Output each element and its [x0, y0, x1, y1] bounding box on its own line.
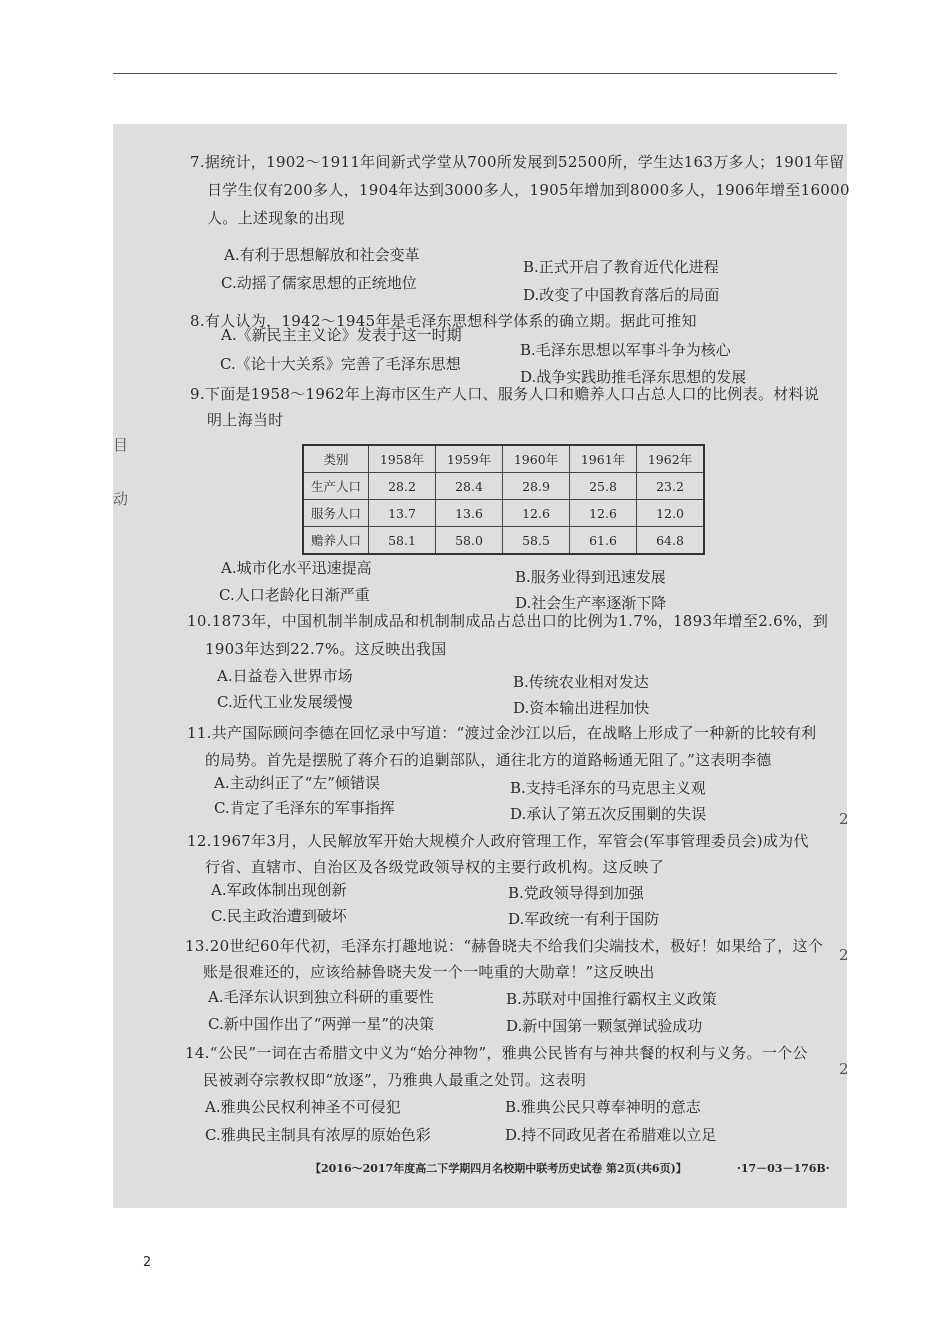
table-header-cell: 1960年	[503, 445, 570, 473]
q8-option-a: A.《新民主主义论》发表于这一时期	[221, 326, 462, 344]
scanned-exam-page	[113, 124, 850, 1208]
q7-stem-line1: 7.据统计，1902～1911年间新式学堂从700所发展到52500所，学生达163万多人；1901年留	[190, 153, 845, 171]
q11-option-d: D.承认了第五次反围剿的失误	[510, 805, 707, 823]
q13-stem-line2: 账是很难还的，应该给赫鲁晓夫发一个一吨重的大勋章！”这反映出	[203, 963, 655, 981]
q12-option-a: A.军政体制出现创新	[211, 881, 347, 899]
q13-option-b: B.苏联对中国推行霸权主义政策	[506, 990, 717, 1008]
q7-option-b: B.正式开启了教育近代化进程	[523, 258, 719, 276]
q10-stem-line2: 1903年达到22.7%。这反映出我国	[205, 640, 447, 658]
q8-option-d: D.战争实践助推毛泽东思想的发展	[520, 368, 747, 386]
table-cell: 23.2	[637, 473, 705, 500]
q12-option-b: B.党政领导得到加强	[508, 884, 644, 902]
table-cell: 58.5	[503, 527, 570, 555]
edge-mark-left: 目	[113, 436, 129, 454]
q11-stem-line1: 11.共产国际顾问李德在回忆录中写道：“渡过金沙江以后，在战略上形成了一种新的比较有利	[187, 724, 817, 742]
edge-mark-right: 2	[839, 1060, 849, 1078]
q10-option-c: C.近代工业发展缓慢	[217, 693, 353, 711]
q12-option-c: C.民主政治遭到破坏	[211, 907, 347, 925]
top-rule	[113, 73, 837, 74]
table-header-cell: 类别	[303, 445, 369, 473]
q8-option-b: B.毛泽东思想以军事斗争为核心	[520, 341, 731, 359]
table-row	[303, 500, 704, 527]
q9-option-d: D.社会生产率逐渐下降	[515, 594, 667, 612]
q10-option-b: B.传统农业相对发达	[513, 673, 649, 691]
q12-option-d: D.军政统一有利于国防	[508, 910, 660, 928]
q9-stem-line2: 明上海当时	[207, 411, 284, 429]
q14-stem-line1: 14.“公民”一词在古希腊文中义为“始分神物”，雅典公民皆有与神共餐的权利与义务。一个公	[185, 1044, 808, 1062]
q9-stem-line1: 9.下面是1958～1962年上海市区生产人口、服务人口和赡养人口占总人口的比例表。材料说	[190, 385, 820, 403]
table-cell: 12.6	[570, 500, 637, 527]
table-row-label: 赡养人口	[303, 527, 369, 555]
q13-option-d: D.新中国第一颗氢弹试验成功	[506, 1017, 703, 1035]
q7-stem-line2: 日学生仅有200多人，1904年达到3000多人，1905年增加到8000多人，1906年增至16000	[207, 181, 850, 199]
q7-stem-line3: 人。上述现象的出现	[207, 209, 345, 227]
q13-option-a: A.毛泽东认识到独立科研的重要性	[208, 988, 434, 1006]
table-row	[303, 527, 704, 555]
q10-option-d: D.资本输出进程加快	[513, 699, 650, 717]
table-cell: 25.8	[570, 473, 637, 500]
q13-option-c: C.新中国作出了“两弹一星”的决策	[208, 1015, 435, 1033]
q7-option-a: A.有利于思想解放和社会变革	[224, 246, 420, 264]
table-cell: 58.0	[436, 527, 503, 555]
edge-mark-right: 2	[839, 946, 849, 964]
table-cell: 12.6	[503, 500, 570, 527]
q14-option-d: D.持不同政见者在希腊难以立足	[505, 1126, 717, 1144]
table-cell: 13.6	[436, 500, 503, 527]
q14-stem-line2: 民被剥夺宗教权即“放逐”，乃雅典人最重之处罚。这表明	[203, 1071, 587, 1089]
q8-option-c: C.《论十大关系》完善了毛泽东思想	[220, 355, 461, 373]
q11-option-a: A.主动纠正了“左”倾错误	[214, 774, 380, 792]
population-ratio-table	[302, 444, 705, 555]
q9-option-a: A.城市化水平迅速提高	[221, 559, 372, 577]
q13-stem-line1: 13.20世纪60年代初，毛泽东打趣地说：“赫鲁晓夫不给我们尖端技术，极好！如果给了，这个	[185, 937, 824, 955]
page-number: 2	[143, 1255, 152, 1270]
table-cell: 13.7	[369, 500, 436, 527]
table-header-cell: 1962年	[637, 445, 705, 473]
q14-option-a: A.雅典公民权利神圣不可侵犯	[205, 1098, 401, 1116]
table-cell: 28.9	[503, 473, 570, 500]
q12-stem-line1: 12.1967年3月，人民解放军开始大规模介人政府管理工作，军管会(军事管理委员会)成为代	[187, 832, 809, 850]
table-header-row	[303, 445, 704, 473]
table-header-cell: 1958年	[369, 445, 436, 473]
table-cell: 58.1	[369, 527, 436, 555]
q14-option-c: C.雅典民主制具有浓厚的原始色彩	[205, 1126, 431, 1144]
edge-mark-left: 动	[113, 490, 129, 508]
q14-option-b: B.雅典公民只尊奉神明的意志	[505, 1098, 701, 1116]
q7-option-d: D.改变了中国教育落后的局面	[523, 286, 720, 304]
q11-stem-line2: 的局势。首先是摆脱了蒋介石的追剿部队，通往北方的道路畅通无阻了。”这表明李德	[205, 751, 772, 769]
table-row-label: 生产人口	[303, 473, 369, 500]
table-row	[303, 473, 704, 500]
edge-mark-right: 2	[839, 810, 849, 828]
q9-option-c: C.人口老龄化日渐严重	[219, 586, 370, 604]
table-cell: 28.4	[436, 473, 503, 500]
q11-option-c: C.肯定了毛泽东的军事指挥	[214, 799, 395, 817]
table-header-cell: 1961年	[570, 445, 637, 473]
table-header-cell: 1959年	[436, 445, 503, 473]
q12-stem-line2: 行省、直辖市、自治区及各级党政领导权的主要行政机构。这反映了	[205, 858, 665, 876]
q10-option-a: A.日益卷入世界市场	[217, 667, 353, 685]
q10-stem-line1: 10.1873年，中国机制半制成品和机制制成品占总出口的比例为1.7%，1893年增至2.6%，到	[187, 612, 829, 630]
table-cell: 12.0	[637, 500, 705, 527]
table-cell: 64.8	[637, 527, 705, 555]
table-row-label: 服务人口	[303, 500, 369, 527]
q8-stem-line1: 8.有人认为，1942～1945年是毛泽东思想科学体系的确立期。据此可推知	[190, 312, 697, 330]
exam-code: ·17－03－176B·	[737, 1162, 830, 1175]
q7-option-c: C.动摇了儒家思想的正统地位	[221, 274, 417, 292]
table-cell: 61.6	[570, 527, 637, 555]
table-cell: 28.2	[369, 473, 436, 500]
exam-footer: 【2016～2017年度高二下学期四月名校期中联考历史试卷 第2页(共6页)】	[310, 1162, 687, 1175]
q11-option-b: B.支持毛泽东的马克思主义观	[510, 779, 706, 797]
q9-option-b: B.服务业得到迅速发展	[515, 568, 666, 586]
